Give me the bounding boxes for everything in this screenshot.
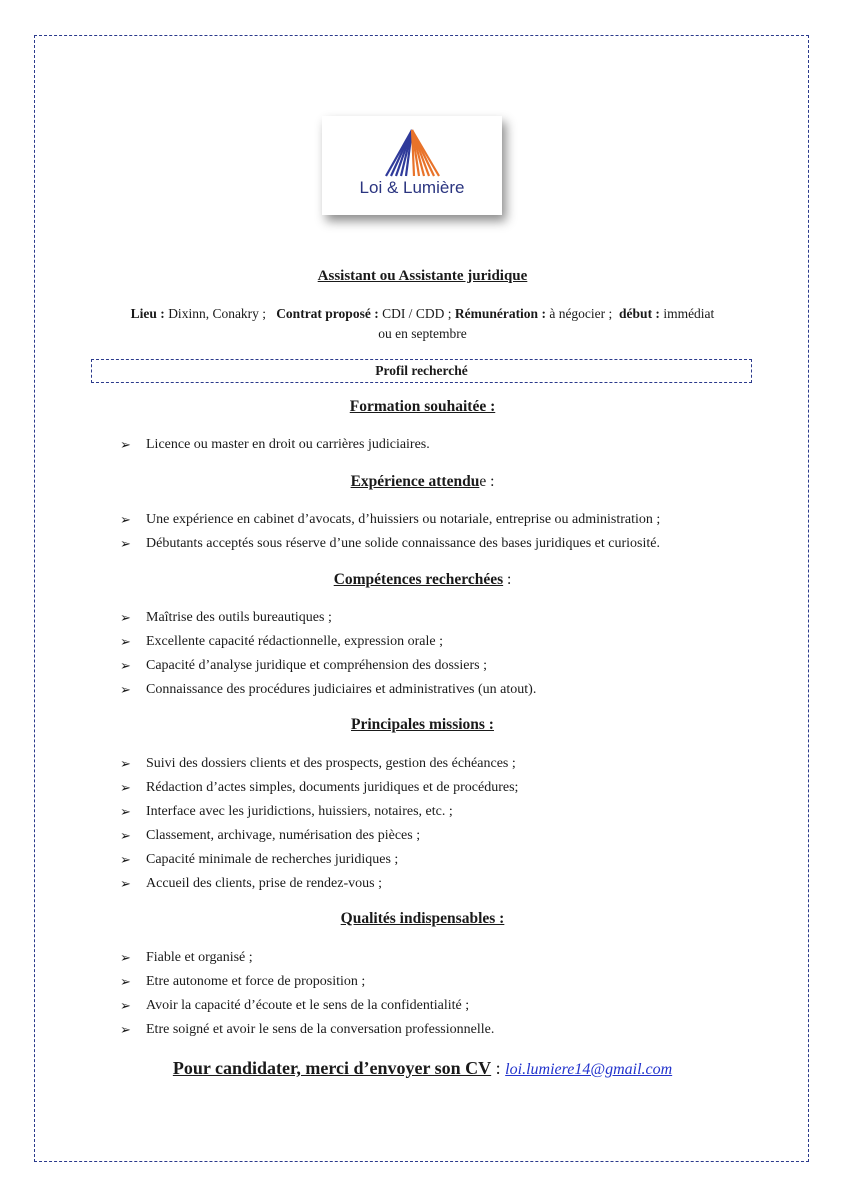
apply-separator: : bbox=[491, 1058, 506, 1078]
experience-list bbox=[120, 508, 660, 556]
arrow-bullet-icon: ➢ bbox=[120, 852, 131, 867]
logo-text: Loi & Lumière bbox=[359, 178, 465, 197]
arrow-bullet-icon: ➢ bbox=[120, 804, 131, 819]
remuneration-label: Rémunération : bbox=[454, 306, 546, 321]
lieu-label: Lieu : bbox=[130, 306, 165, 321]
qualites-heading: Qualités indispensables : bbox=[340, 910, 505, 927]
competences-list bbox=[120, 606, 536, 702]
arrow-bullet-icon: ➢ bbox=[120, 512, 131, 527]
competences-heading: Compétences recherchées : bbox=[333, 571, 512, 588]
arrow-bullet-icon: ➢ bbox=[120, 610, 131, 625]
debut-value-continued: ou en septembre bbox=[378, 326, 467, 341]
list-item: ➢ Classement, archivage, numérisation des pièces ; bbox=[120, 824, 518, 848]
arrow-bullet-icon: ➢ bbox=[120, 780, 131, 795]
email-link[interactable]: loi.lumiere14@gmail.com bbox=[505, 1061, 673, 1078]
missions-list bbox=[120, 752, 518, 896]
contrat-label: Contrat proposé : bbox=[276, 306, 379, 321]
arrow-bullet-icon: ➢ bbox=[120, 437, 131, 452]
lieu-value: Dixinn, Conakry ; bbox=[168, 306, 267, 321]
list-item: ➢ Interface avec les juridictions, huissiers, notaires, etc. ; bbox=[120, 800, 518, 824]
arrow-bullet-icon: ➢ bbox=[120, 536, 131, 551]
arrow-bullet-icon: ➢ bbox=[120, 658, 131, 673]
triangle-rays-icon bbox=[384, 128, 440, 178]
list-item: ➢ Etre soigné et avoir le sens de la conversation professionnelle. bbox=[120, 1018, 494, 1042]
arrow-bullet-icon: ➢ bbox=[120, 634, 131, 649]
apply-call-to-action bbox=[0, 1058, 845, 1079]
formation-heading: Formation souhaitée : bbox=[349, 398, 496, 415]
experience-heading: Expérience attendue : bbox=[350, 473, 495, 490]
contrat-value: CDI / CDD ; bbox=[382, 306, 452, 321]
list-item: ➢ Avoir la capacité d’écoute et le sens de la confidentialité ; bbox=[120, 994, 494, 1018]
profil-banner: Profil recherché bbox=[91, 359, 752, 383]
list-item: ➢ Accueil des clients, prise de rendez-vous ; bbox=[120, 872, 518, 896]
missions-heading: Principales missions : bbox=[351, 716, 494, 733]
debut-value: immédiat bbox=[663, 306, 715, 321]
job-info bbox=[0, 304, 845, 344]
formation-list bbox=[120, 433, 430, 457]
list-item: ➢ Une expérience en cabinet d’avocats, d’huissiers ou notariale, entreprise ou administration ; bbox=[120, 508, 660, 532]
list-item: ➢ Maîtrise des outils bureautiques ; bbox=[120, 606, 536, 630]
remuneration-value: à négocier ; bbox=[549, 306, 613, 321]
list-item: ➢ Capacité minimale de recherches juridiques ; bbox=[120, 848, 518, 872]
arrow-bullet-icon: ➢ bbox=[120, 756, 131, 771]
logo bbox=[322, 116, 502, 215]
apply-text: Pour candidater, merci d’envoyer son CV bbox=[172, 1058, 492, 1078]
debut-label: début : bbox=[619, 306, 660, 321]
list-item: ➢ Fiable et organisé ; bbox=[120, 946, 494, 970]
arrow-bullet-icon: ➢ bbox=[120, 998, 131, 1013]
arrow-bullet-icon: ➢ bbox=[120, 1022, 131, 1037]
arrow-bullet-icon: ➢ bbox=[120, 950, 131, 965]
list-item: ➢ Etre autonome et force de proposition ; bbox=[120, 970, 494, 994]
list-item: ➢ Rédaction d’actes simples, documents juridiques et de procédures; bbox=[120, 776, 518, 800]
list-item: ➢ Débutants acceptés sous réserve d’une solide connaissance des bases juridiques et curiosité. bbox=[120, 532, 660, 556]
arrow-bullet-icon: ➢ bbox=[120, 876, 131, 891]
list-item: ➢ Excellente capacité rédactionnelle, expression orale ; bbox=[120, 630, 536, 654]
qualites-list bbox=[120, 946, 494, 1042]
list-item: ➢ Licence ou master en droit ou carrières judiciaires. bbox=[120, 433, 430, 457]
list-item: ➢ Suivi des dossiers clients et des prospects, gestion des échéances ; bbox=[120, 752, 518, 776]
arrow-bullet-icon: ➢ bbox=[120, 682, 131, 697]
arrow-bullet-icon: ➢ bbox=[120, 974, 131, 989]
list-item: ➢ Capacité d’analyse juridique et compréhension des dossiers ; bbox=[120, 654, 536, 678]
job-title: Assistant ou Assistante juridique bbox=[317, 268, 528, 284]
arrow-bullet-icon: ➢ bbox=[120, 828, 131, 843]
list-item: ➢ Connaissance des procédures judiciaires et administratives (un atout). bbox=[120, 678, 536, 702]
